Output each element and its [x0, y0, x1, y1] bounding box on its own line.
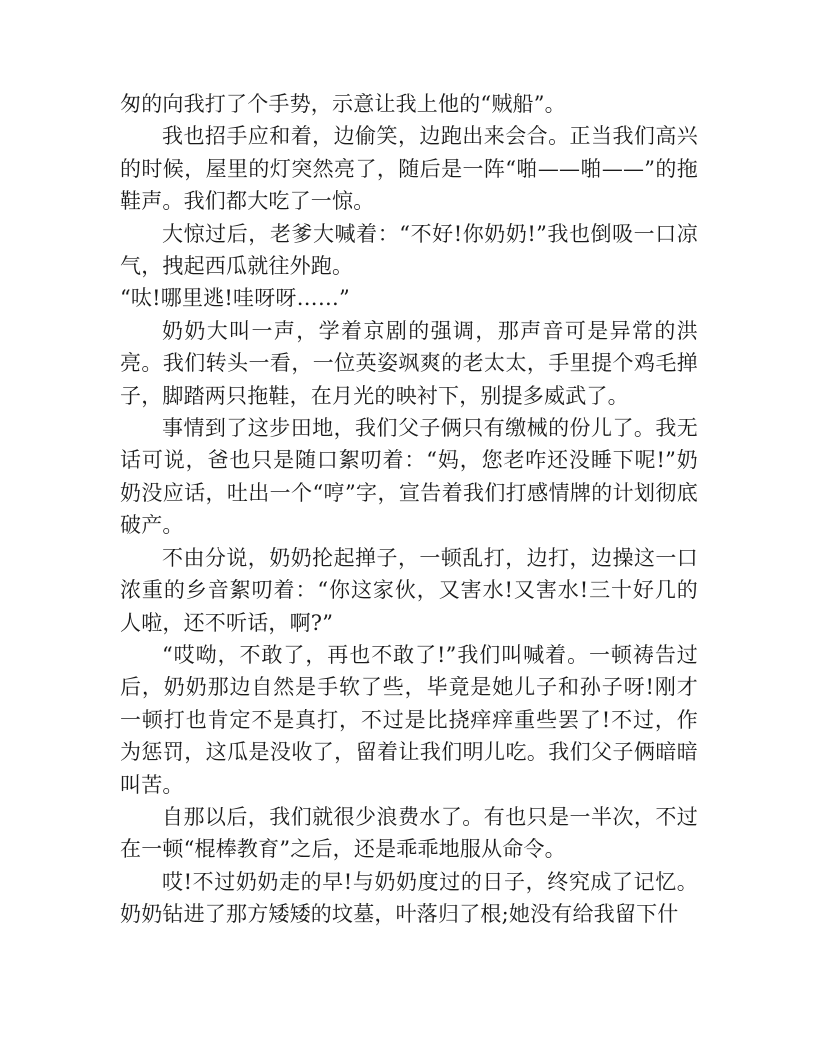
- paragraph-8: “哎呦，不敢了，再也不敢了!”我们叫喊着。一顿祷告过后，奶奶那边自然是手软了些，毕竟是她儿子和孙子呀!刚才一顿打也肯定不是真打，不过是比挠痒痒重些罢了!不过，作为惩罚，这瓜是没收了，留着让我们明儿吃。我们父子俩暗暗叫苦。: [120, 642, 698, 797]
- paragraph-10: 哎!不过奶奶走的早!与奶奶度过的日子，终究成了记忆。奶奶钻进了那方矮矮的坟墓，叶落归了根;她没有给我留下什: [120, 869, 698, 927]
- paragraph-4: “呔!哪里逃!哇呀呀……”: [120, 286, 350, 311]
- paragraph-5: 奶奶大叫一声，学着京剧的强调，那声音可是异常的洪亮。我们转头一看，一位英姿飒爽的老太太，手里提个鸡毛掸子，脚踏两只拖鞋，在月光的映衬下，别提多威武了。: [120, 318, 698, 408]
- paragraph-3: 大惊过后，老爹大喊着：“不好!你奶奶!”我也倒吸一口凉气，拽起西瓜就往外跑。: [120, 221, 698, 279]
- paragraph-1: 匆的向我打了个手势，示意让我上他的“贼船”。: [120, 92, 566, 116]
- paragraph-9: 自那以后，我们就很少浪费水了。有也只是一半次，不过在一顿“棍棒教育”之后，还是乖乖地服从命令。: [120, 804, 698, 862]
- paragraph-6: 事情到了这步田地，我们父子俩只有缴械的份儿了。我无话可说，爸也只是随口絮叨着：“妈，您老咋还没睡下呢!”奶奶没应话，吐出一个“哼”字，宣告着我们打感情牌的计划彻底破产。: [120, 416, 698, 538]
- paragraph-2: 我也招手应和着，边偷笑，边跑出来会合。正当我们高兴的时候，屋里的灯突然亮了，随后是一阵“啪——啪——”的拖鞋声。我们都大吃了一惊。: [120, 124, 698, 214]
- document-body: [120, 88, 698, 931]
- paragraph-7: 不由分说，奶奶抡起掸子，一顿乱打，边打，边操这一口浓重的乡音絮叨着：“你这家伙，又害水!又害水!三十好几的人啦，还不听话，啊?”: [120, 545, 698, 635]
